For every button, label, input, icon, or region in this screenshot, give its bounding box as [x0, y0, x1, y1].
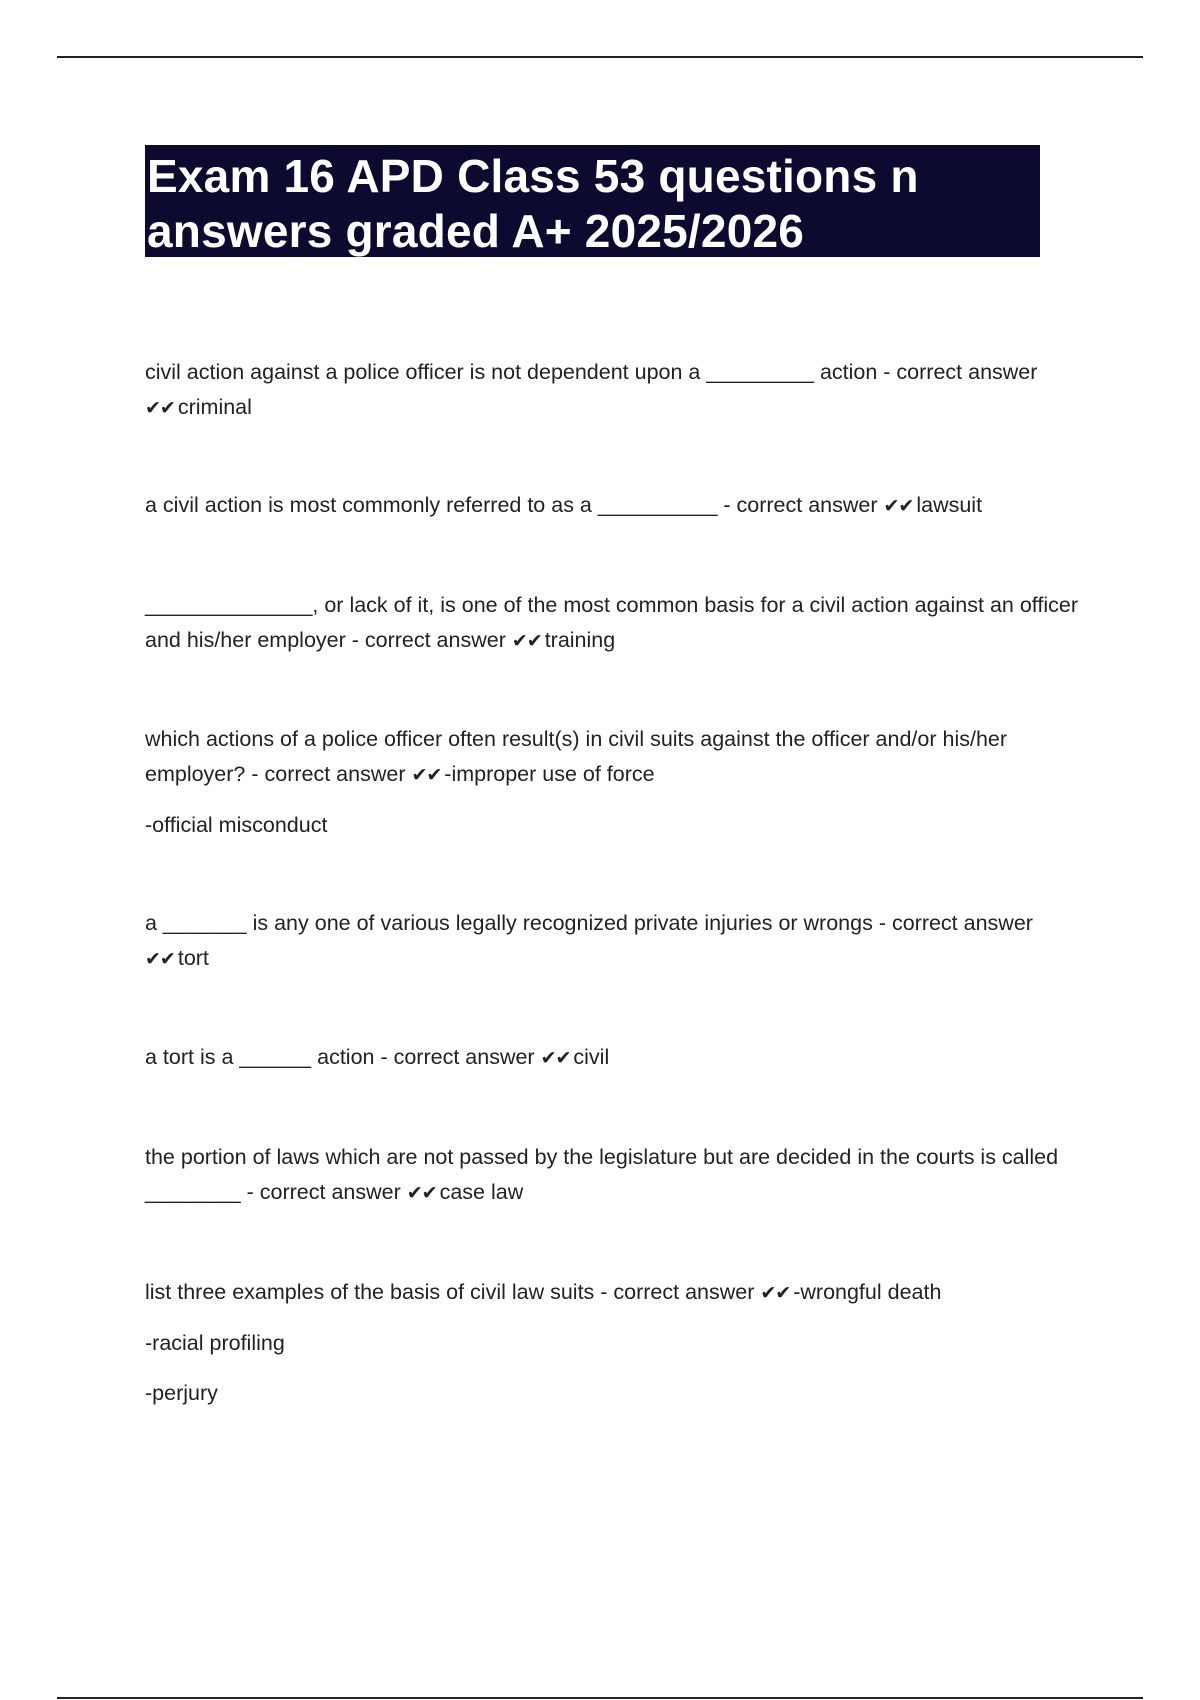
question-line	[145, 488, 1085, 524]
double-check-icon: ✔✔	[540, 1047, 571, 1069]
answer-text: case law	[439, 1180, 524, 1204]
qa-item	[145, 1040, 1085, 1076]
double-check-icon: ✔✔	[760, 1282, 791, 1304]
bottom-rule	[57, 1697, 1143, 1699]
answer-text: tort	[177, 946, 209, 970]
answer-text: -wrongful death	[793, 1280, 942, 1304]
question-line	[145, 1275, 1085, 1311]
question-text: which actions of a police officer often result(s) in civil suits against the officer and/or his/her employer? - correct answer	[145, 727, 1008, 786]
question-text: the portion of laws which are not passed by the legislature but are decided in the courts is called ________ - correct answer	[145, 1145, 1059, 1204]
answer-text: -improper use of force	[444, 762, 655, 786]
qa-item	[145, 1140, 1085, 1211]
double-check-icon: ✔✔	[511, 630, 542, 652]
question-line	[145, 588, 1085, 659]
answer-extra-line: -official misconduct	[145, 813, 328, 837]
double-check-icon: ✔✔	[883, 495, 914, 517]
answer-text: training	[544, 628, 616, 652]
double-check-icon: ✔✔	[406, 1182, 437, 1204]
qa-item	[145, 906, 1085, 977]
question-line	[145, 906, 1085, 977]
question-text: a tort is a ______ action - correct answer	[145, 1045, 541, 1069]
question-text: list three examples of the basis of civil law suits - correct answer	[145, 1280, 761, 1304]
title-banner	[145, 145, 1040, 257]
question-line	[145, 1140, 1085, 1211]
question-text: civil action against a police officer is not dependent upon a _________ action - correct answer	[145, 360, 1038, 384]
answer-text: civil	[573, 1045, 610, 1069]
question-text: ______________, or lack of it, is one of the most common basis for a civil action against an officer and his/her employer - correct answer	[145, 593, 1078, 652]
answer-extra-line: -perjury	[145, 1381, 218, 1405]
qa-item	[145, 355, 1085, 426]
top-rule	[57, 56, 1143, 58]
question-line	[145, 1040, 1085, 1076]
question-text: a civil action is most commonly referred to as a __________ - correct answer	[145, 493, 884, 517]
question-line	[145, 355, 1085, 426]
answer-text: lawsuit	[916, 493, 983, 517]
answer-text: criminal	[177, 395, 252, 419]
answer-extra-line: -racial profiling	[145, 1331, 285, 1355]
qa-item	[145, 722, 1085, 843]
double-check-icon: ✔✔	[145, 948, 175, 970]
question-line	[145, 722, 1085, 793]
question-text: a _______ is any one of various legally recognized private injuries or wrongs - correct answer	[145, 911, 1033, 935]
double-check-icon: ✔✔	[411, 764, 442, 786]
document-title: Exam 16 APD Class 53 questions n answers graded A+ 2025/2026	[147, 150, 919, 257]
qa-item	[145, 588, 1085, 659]
qa-item	[145, 488, 1085, 524]
qa-item	[145, 1275, 1085, 1411]
double-check-icon: ✔✔	[145, 397, 175, 419]
